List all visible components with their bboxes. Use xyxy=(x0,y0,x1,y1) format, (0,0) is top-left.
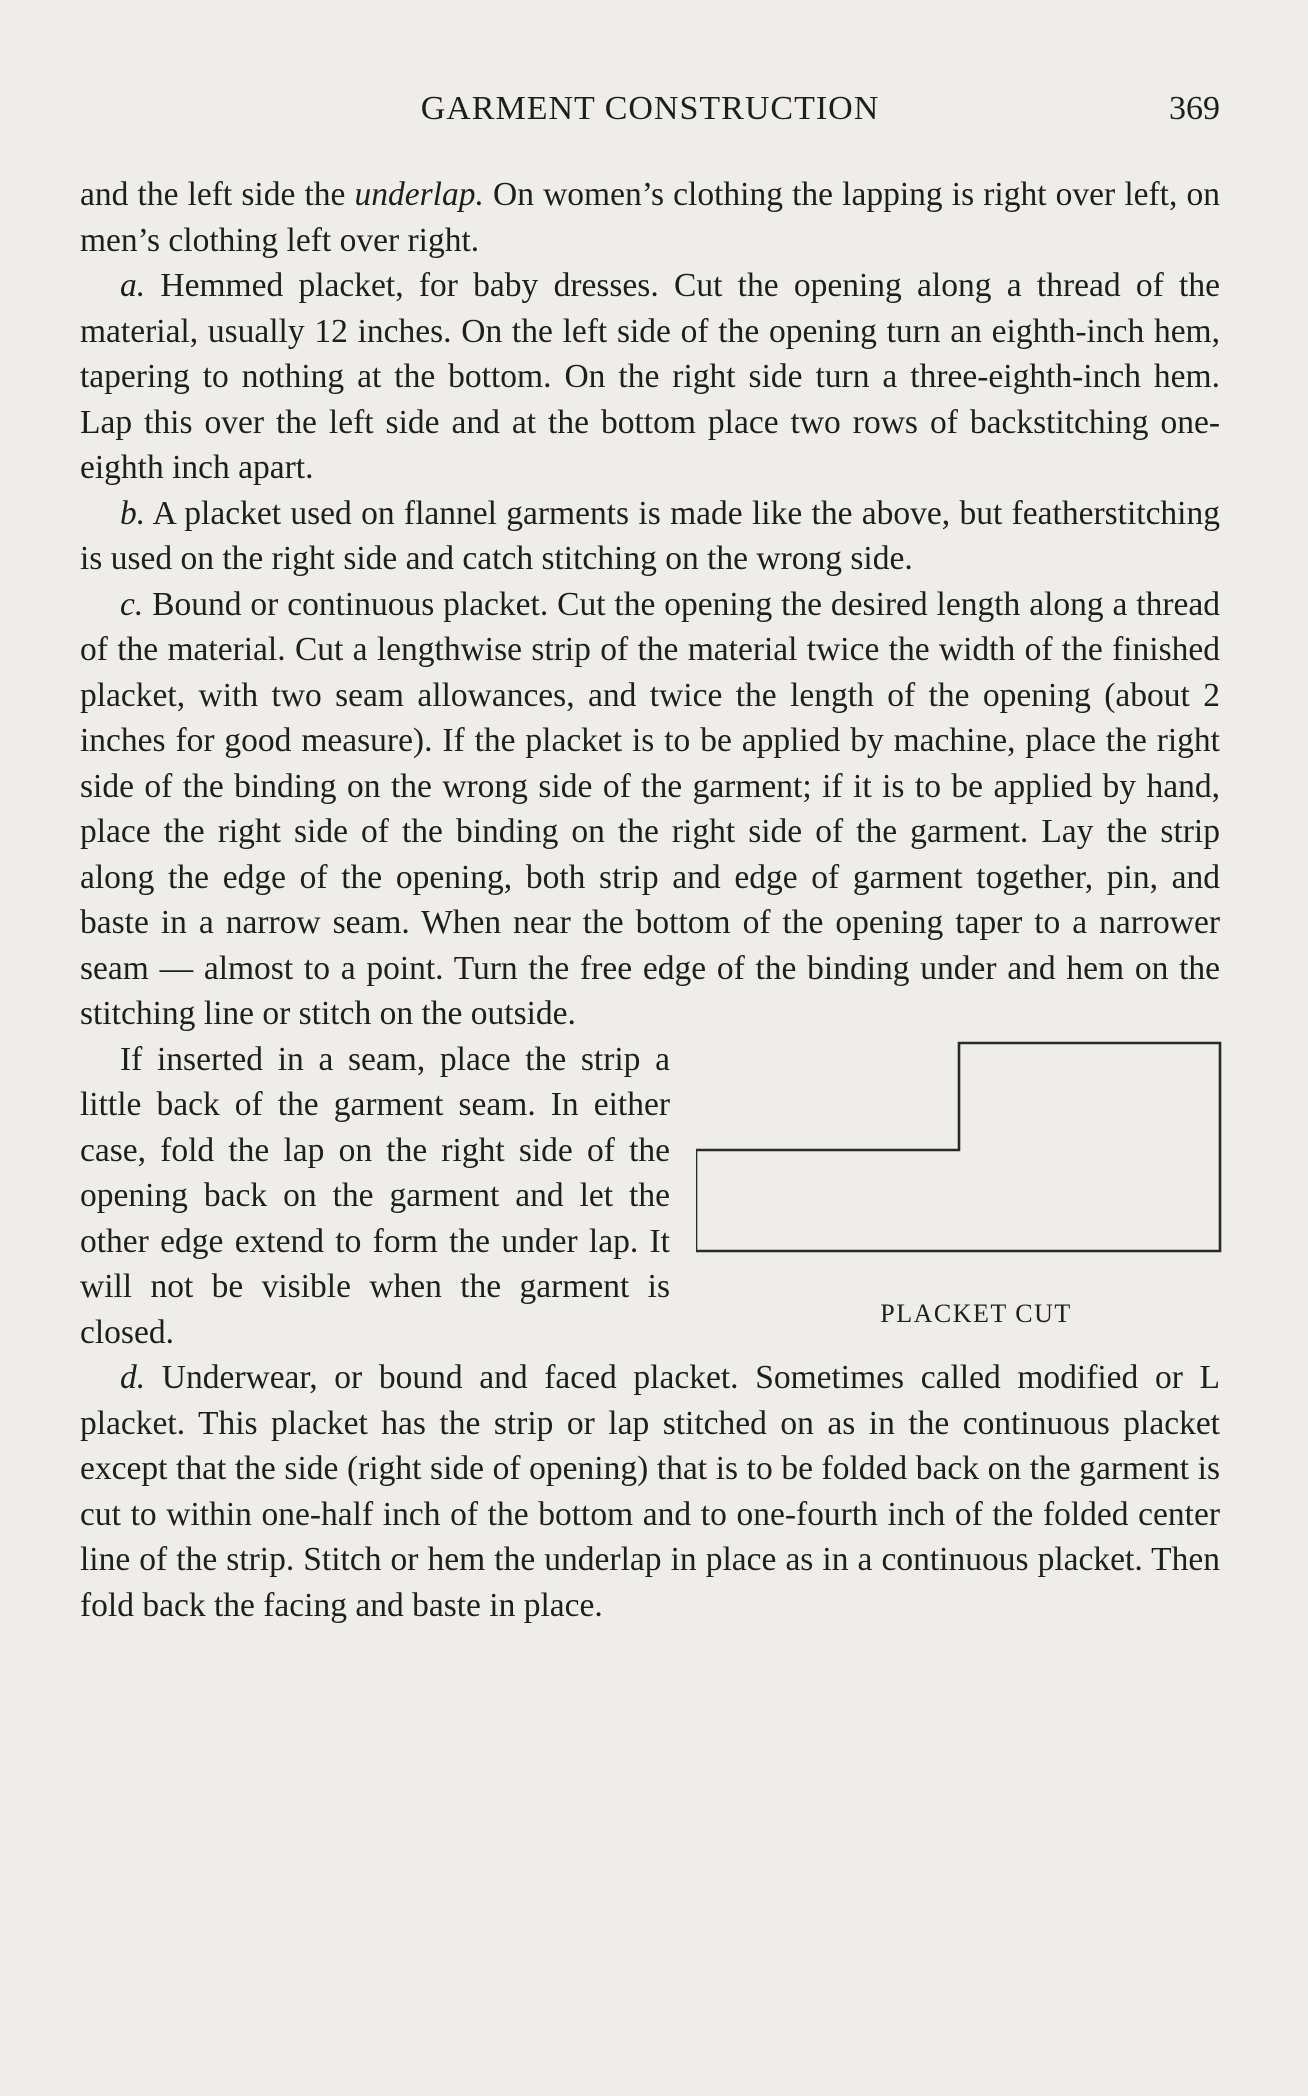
paragraph-c: c. Bound or continuous placket. Cut the opening the desired length along a thread of the material. Cut a lengthwise strip of the material twice the width of the finished placket, with two seam allowances, and twice the length of the opening (about 2 inches for good measure). If the placket is to be applied by machine, place the right side of the binding on the wrong side of the garment; if it is to be applied by hand, place the right side of the binding on the right side of the garment. Lay the strip along the edge of the opening, both strip and edge of garment together, pin, and baste in a narrow seam. When near the bottom of the opening taper to a narrower seam — almost to a point. Turn the free edge of the binding under and hem on the stitching line or stitch on the outside. xyxy=(80,585,1220,1032)
item-label-d: d. xyxy=(120,1359,146,1396)
item-label-a: a. xyxy=(120,267,146,304)
emphasis-underlap: underlap. xyxy=(354,176,484,213)
placket-cut-figure xyxy=(696,1037,1226,1343)
page-number: 369 xyxy=(1169,90,1220,127)
item-label-c: c. xyxy=(120,585,144,623)
item-label-b: b. xyxy=(120,494,146,532)
paragraph-a: a. Hemmed placket, for baby dresses. Cut the opening along a thread of the material, usually 12 inches. On the left side of the opening turn an eighth-inch hem, tapering to nothing at the bottom. On the right side turn a three-eighth-inch hem. Lap this over the left side and at the bottom place two rows of backstitching one-eighth inch apart. xyxy=(80,267,1220,486)
body-text xyxy=(80,172,1220,1628)
figure-caption: PLACKET CUT xyxy=(880,1298,1072,1328)
paragraph-d: d. Underwear, or bound and faced placket. Sometimes called modified or L placket. This placket has the strip or lap stitched on as in the continuous placket except that the side (right side of opening) that is to be folded back on the garment is cut to within one-half inch of the bottom and to one-fourth inch of the folded center line of the strip. Stitch or hem the underlap in place as in a continuous placket. Then fold back the facing and baste in place. xyxy=(80,1359,1220,1624)
placket-outline xyxy=(696,1043,1220,1251)
paragraph-b: b. A placket used on flannel garments is made like the above, but featherstitching is used on the right side and catch stitching on the wrong side. xyxy=(80,494,1220,577)
paragraph-continuation: and the left side the underlap. On women’s clothing the lapping is right over left, on men’s clothing left over right. xyxy=(80,176,1220,259)
running-head xyxy=(80,90,1220,140)
placket-cut-diagram xyxy=(696,1037,1226,1287)
paragraph-c-continued: If inserted in a seam, place the strip a little back of the garment seam. In either case, fold the lap on the right side of the opening back on the garment and let the other edge extend to form the under lap. It will not be visible when the garment is closed. xyxy=(80,1040,670,1351)
running-title: GARMENT CONSTRUCTION xyxy=(420,90,880,127)
